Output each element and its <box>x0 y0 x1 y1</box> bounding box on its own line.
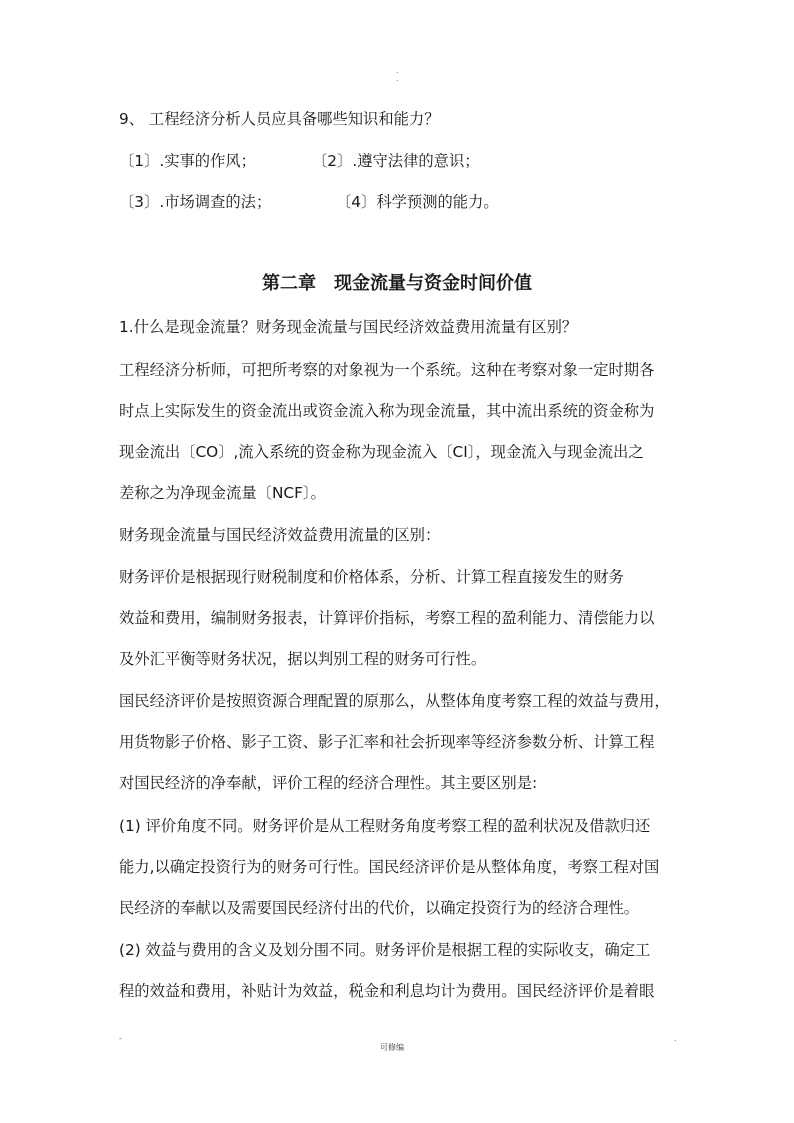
footer-center-text: 可修编 <box>380 1043 404 1052</box>
header-mark-2: . <box>396 74 399 83</box>
para3-line-1: 国民经济评价是按照资源合理配置的原那么，从整体角度考察工程的效益与费用， <box>119 692 670 710</box>
item-2: 〔2〕.遵守法律的意识； <box>312 152 480 170</box>
para2-line-1: 财务评价是根据现行财税制度和价格体系，分析、计算工程直接发生的财务 <box>119 568 624 586</box>
footer-right-mark: . <box>674 1034 677 1043</box>
para1-line-3: 现金流出〔CO〕,流入系统的资金称为现金流入〔CI〕，现金流入与现金流出之 <box>119 443 644 461</box>
para1-line-2: 时点上实际发生的资金流出或资金流入称为现金流量，其中流出系统的资金称为 <box>119 402 655 420</box>
para3-line-3: 对国民经济的净奉献，评价工程的经济合理性。其主要区别是: <box>119 774 538 792</box>
point1-line-1: (1) 评价角度不同。财务评价是从工程财务角度考察工程的盈利状况及借款归还 <box>119 817 651 835</box>
question-9: 9、 工程经济分析人员应具备哪些知识和能力？ <box>119 110 440 128</box>
header-mark: . <box>396 66 399 75</box>
para2-line-3: 及外汇平衡等财务状况，据以判别工程的财务可行性。 <box>119 650 487 668</box>
point1-line-2: 能力,以确定投资行为的财务可行性。国民经济评价是从整体角度，考察工程对国 <box>119 858 660 876</box>
item-3: 〔3〕.市场调查的法； <box>119 193 272 211</box>
point1-line-3: 民经济的奉献以及需要国民经济付出的代价，以确定投资行为的经济合理性。 <box>119 899 640 917</box>
para1-line-4: 差称之为净现金流量〔NCF〕。 <box>119 484 326 502</box>
point2-line-2: 程的效益和费用，补贴计为效益，税金和利息均计为费用。国民经济评价是着眼 <box>119 982 655 1000</box>
diff-heading: 财务现金流量与国民经济效益费用流量的区别： <box>119 526 441 544</box>
point2-line-1: (2) 效益与费用的含义及划分围不同。财务评价是根据工程的实际收支，确定工 <box>119 941 651 959</box>
footer-left-mark: - <box>119 1034 122 1043</box>
chapter-title: 第二章 现金流量与资金时间价值 <box>262 273 532 294</box>
para2-line-2: 效益和费用，编制财务报表，计算评价指标，考察工程的盈利能力、清偿能力以 <box>119 609 655 627</box>
item-1: 〔1〕.实事的作风； <box>119 152 256 170</box>
para1-line-1: 工程经济分析师，可把所考察的对象视为一个系统。这种在考察对象一定时期各 <box>119 361 655 379</box>
para3-line-2: 用货物影子价格、影子工资、影子汇率和社会折现率等经济参数分析、计算工程 <box>119 733 655 751</box>
chapter-question: 1.什么是现金流量？财务现金流量与国民经济效益费用流量有区别？ <box>119 318 578 336</box>
item-4: 〔4〕科学预测的能力。 <box>336 193 499 211</box>
